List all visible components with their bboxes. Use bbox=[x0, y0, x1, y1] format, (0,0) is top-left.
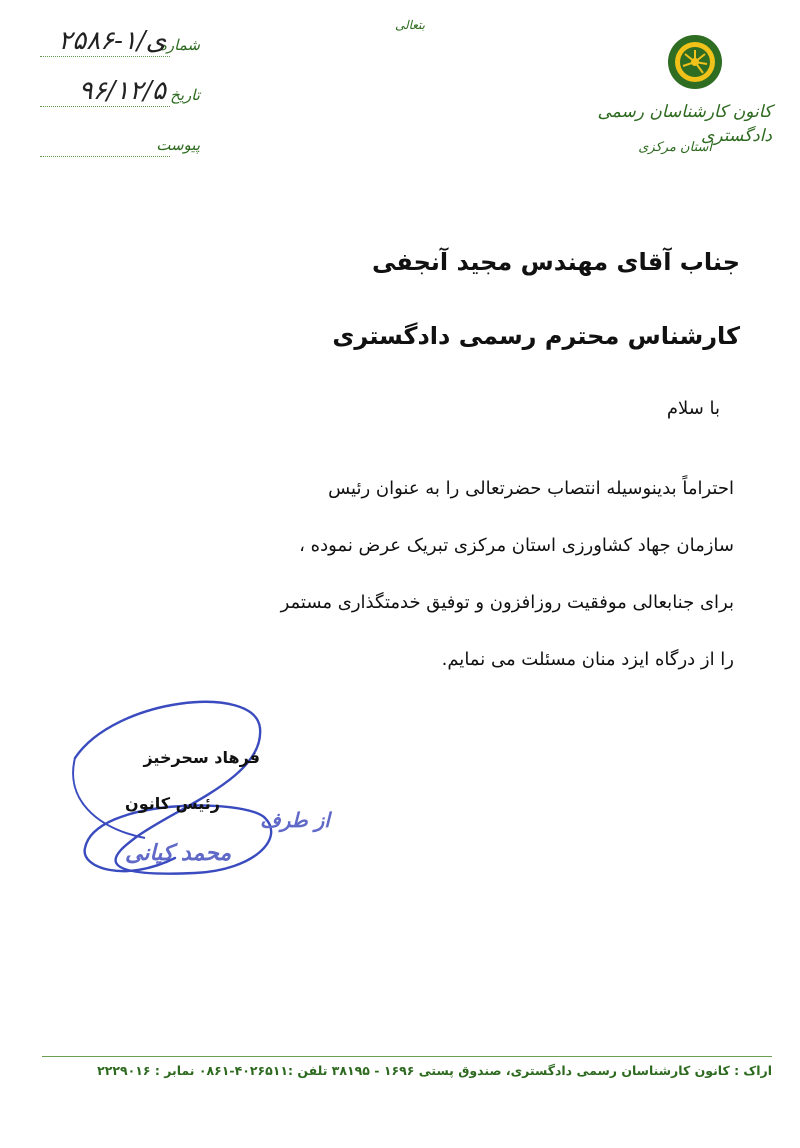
footer-divider bbox=[42, 1056, 772, 1057]
attachment-label: پیوست bbox=[156, 136, 200, 154]
number-dotted-line bbox=[40, 56, 170, 57]
attachment-dotted-line bbox=[40, 156, 170, 157]
body-line: را از درگاه ایزد منان مسئلت می نمایم. bbox=[441, 649, 734, 670]
attachment-field bbox=[40, 128, 200, 164]
date-value: ۹۶/۱۲/۵ bbox=[78, 76, 166, 106]
body-line: احتراماً بدینوسیله انتصاب حضرتعالی را به عنوان رئیس bbox=[328, 478, 734, 499]
top-invocation: بتعالی bbox=[394, 18, 426, 32]
signer-name: فرهاد سحرخیز bbox=[143, 748, 260, 767]
signer-title: رئیس کانون bbox=[125, 794, 220, 813]
footer-address: اراک : کانون کارشناسان رسمی دادگستری، صندوق پستی ۱۶۹۶ - ۳۸۱۹۵ تلفن :۴۰۲۶۵۱۱-۰۸۶۱ نمابر : ۲۲۲۹۰۱۶ bbox=[97, 1063, 772, 1078]
organization-name: کانون کارشناسان رسمی دادگستری bbox=[597, 102, 772, 146]
organization-logo-icon bbox=[667, 34, 723, 90]
recipient-name: جناب آقای مهندس مجید آنجفی bbox=[372, 248, 740, 276]
body-line: سازمان جهاد کشاورزی استان مرکزی تبریک عرض نموده ، bbox=[299, 535, 734, 556]
date-label: تاریخ bbox=[170, 86, 200, 104]
organization-province: استان مرکزی bbox=[638, 140, 712, 155]
date-dotted-line bbox=[40, 106, 170, 107]
number-label: شماره bbox=[159, 36, 200, 54]
on-behalf-stamp: از طرف bbox=[260, 808, 330, 832]
number-field bbox=[40, 28, 200, 64]
body-line: برای جنابعالی موفقیت روزافزون و توفیق خدمتگذاری مستمر bbox=[280, 592, 734, 613]
number-value: ۲۵۸۶-۱/ی bbox=[58, 26, 166, 56]
greeting: با سلام bbox=[666, 398, 720, 419]
letter-body bbox=[84, 460, 734, 688]
recipient-title: کارشناس محترم رسمی دادگستری bbox=[332, 322, 740, 350]
stamp-name: محمد کیانی bbox=[125, 840, 232, 866]
date-field bbox=[40, 78, 200, 114]
